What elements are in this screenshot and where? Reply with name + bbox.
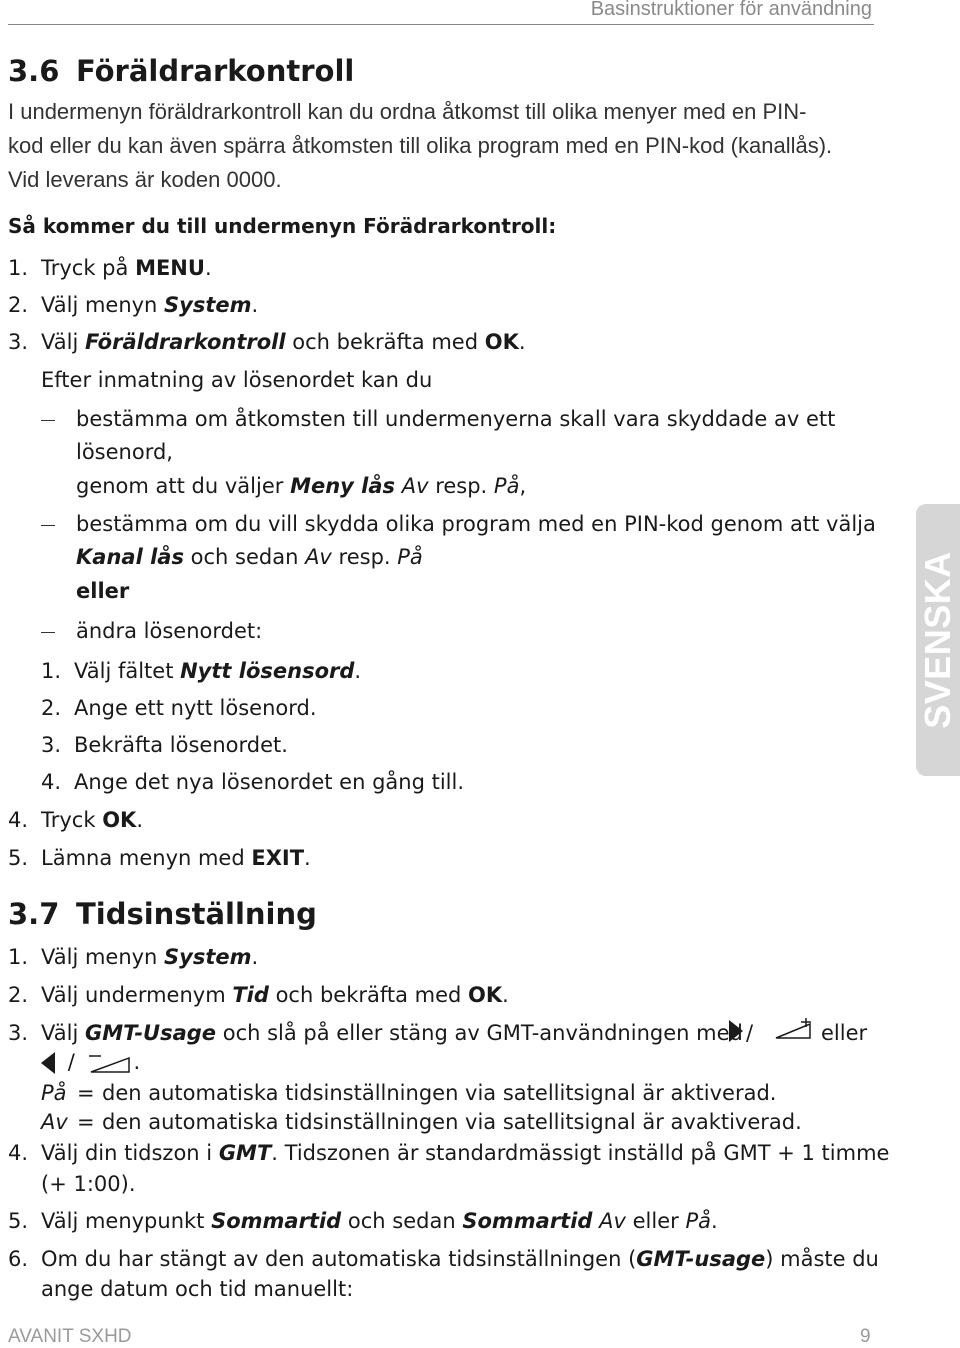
step-keyword: Tid [232, 983, 269, 1007]
step-punct: . [304, 846, 311, 870]
definition-term: På [41, 1081, 67, 1105]
step-4 [8, 808, 143, 832]
step-text: Välj menyn [41, 945, 165, 969]
section-heading-3-6 [8, 54, 354, 88]
step-number: 2. [8, 983, 29, 1007]
option-on: På [685, 1209, 711, 1233]
space [395, 474, 402, 498]
option-on: På [493, 474, 520, 498]
definition-pa [41, 1081, 776, 1105]
step-text: Om du har stängt av den automatiska tidsinställningen ( [41, 1247, 637, 1271]
time-step-4-line-2: (+ 1:00). [41, 1172, 136, 1196]
page-number: 9 [860, 1326, 871, 1347]
eller-word: eller [821, 1021, 868, 1045]
substep-2 [41, 696, 317, 720]
step-keyword: GMT [218, 1141, 272, 1165]
intro-line-1: I undermenyn föräldrarkontroll kan du ordna åtkomst till olika menyer med en PIN- [8, 99, 807, 124]
step-punct: . [502, 983, 509, 1007]
step-2 [8, 293, 258, 317]
step-keyword-2: Sommartid [462, 1209, 593, 1233]
option-off: Av [305, 545, 332, 569]
option-on: På [397, 545, 423, 569]
dash-item-3 [41, 619, 262, 643]
step-punct: . [354, 659, 362, 683]
step-number: 2. [8, 293, 29, 317]
section-title: Tidsinställning [76, 897, 317, 931]
dash-text: ändra lösenordet: [76, 619, 263, 643]
time-step-1 [8, 945, 258, 969]
step-number: 2. [41, 696, 62, 720]
right-arrow-icon [729, 1020, 743, 1042]
volume-up-icon [774, 1018, 814, 1042]
dash-item-2-line-2 [76, 545, 423, 569]
step-number: 1. [8, 256, 29, 280]
step-text-mid: och bekräfta med [268, 983, 469, 1007]
dash-item-1-line-2: lösenord, [76, 440, 173, 464]
step-keyword-2: OK [468, 983, 503, 1007]
step-keyword: Sommartid [211, 1209, 342, 1233]
step-keyword: Föräldrarkontroll [84, 330, 286, 354]
keyword: Kanal lås [76, 545, 184, 569]
step-number: 4. [41, 770, 62, 794]
step-number: 1. [8, 945, 29, 969]
step-keyword: MENU [135, 256, 205, 280]
step-text: Bekräfta lösenordet. [74, 733, 288, 757]
intro-line-2: kod eller du kan även spärra åtkomsten till olika program med en PIN-kod (kanallås). [8, 133, 833, 158]
step-punct: . [251, 293, 259, 317]
step-keyword-2: OK [484, 330, 519, 354]
step-keyword: Nytt lösensord [180, 659, 355, 683]
step-number: 6. [8, 1247, 29, 1271]
option-off: Av [401, 474, 429, 498]
dash-text: bestämma om du vill skydda olika program med en PIN-kod genom att välja [76, 512, 876, 536]
slash: / [746, 1021, 754, 1045]
definition-text: den automatiska tidsinställningen via satellitsignal är aktiverad. [102, 1081, 777, 1105]
step-number: 1. [41, 659, 62, 683]
punct: , [519, 474, 527, 498]
intro-line-3: Vid leverans är koden 0000. [8, 167, 282, 192]
step-text: Ange ett nytt lösenord. [74, 696, 317, 720]
time-step-2 [8, 983, 509, 1007]
step-text: Välj fältet [74, 659, 181, 683]
step-text-mid: och bekräfta med [285, 330, 485, 354]
text-mid-2: resp. [331, 545, 398, 569]
text-mid: resp. [428, 474, 494, 498]
step-3 [8, 330, 526, 354]
dash-bullet [41, 632, 55, 633]
step-5 [8, 846, 311, 870]
step-keyword: GMT-Usage [84, 1021, 217, 1045]
time-step-4 [8, 1141, 889, 1165]
header-rule [8, 24, 874, 25]
step-text: Välj undermenym [41, 983, 233, 1007]
step-keyword: System [164, 945, 252, 969]
after-password-text: Efter inmatning av lösenordet kan du [41, 368, 433, 392]
dash-item-2 [41, 512, 876, 536]
step-number: 5. [8, 846, 29, 870]
text: genom att du väljer [76, 474, 291, 498]
step-text: Lämna menyn med [41, 846, 252, 870]
step-punct: . [518, 330, 526, 354]
step-number: 4. [8, 808, 29, 832]
dash-bullet [41, 420, 55, 421]
footer-product-name: AVANIT SXHD [8, 1326, 132, 1347]
subheading: Så kommer du till undermenyn Förädrarkontroll: [8, 214, 557, 238]
step-keyword: System [164, 293, 252, 317]
step-text: Tryck [41, 808, 103, 832]
eller-text: eller [76, 579, 130, 603]
dash-text: bestämma om åtkomsten till undermenyerna skall vara skyddade av ett [76, 407, 836, 431]
section-number: 3.6 [8, 54, 60, 88]
time-step-6 [8, 1247, 879, 1271]
language-side-tab [916, 504, 960, 776]
step-keyword: EXIT [251, 846, 305, 870]
dash-item-1-line-3 [76, 474, 526, 498]
definition-av [41, 1110, 802, 1134]
step-text: Välj menypunkt [41, 1209, 212, 1233]
option-off: Av [599, 1209, 626, 1233]
volume-down-icon [89, 1052, 133, 1074]
step-number: 3. [8, 1021, 29, 1045]
step-number: 5. [8, 1209, 29, 1233]
step-text: Välj [41, 330, 85, 354]
step-punct: . [204, 256, 212, 280]
step-1 [8, 256, 212, 280]
section-title: Föräldrarkontroll [76, 54, 355, 88]
step-text: Välj menyn [41, 293, 165, 317]
step-text-mid: och slå på eller stäng av GMT-användningen med [216, 1021, 743, 1045]
step-punct: . [710, 1209, 718, 1233]
step-text-mid: ) måste du [765, 1247, 879, 1271]
running-header: Basinstruktioner för användning [590, 0, 872, 20]
step-text: Tryck på [41, 256, 136, 280]
text-mid-2: eller [625, 1209, 686, 1233]
time-step-5 [8, 1209, 718, 1233]
step-punct: . [136, 808, 143, 832]
substep-3 [41, 733, 288, 757]
section-number: 3.7 [8, 897, 60, 931]
text-mid: och sedan [183, 545, 306, 569]
step-text-mid: . Tidszonen är standardmässigt inställd på GMT + 1 timme [271, 1141, 890, 1165]
step-keyword: GMT-usage [636, 1247, 766, 1271]
definition-eq: = [77, 1110, 95, 1134]
step-number: 3. [41, 733, 62, 757]
definition-eq: = [77, 1081, 95, 1105]
substep-1 [41, 659, 361, 683]
time-step-3-line-2 [41, 1050, 140, 1076]
step-punct: . [251, 945, 259, 969]
step-text-mid: och sedan [341, 1209, 463, 1233]
time-step-3 [8, 1021, 743, 1045]
step-text: Ange det nya lösenordet en gång till. [74, 770, 464, 794]
language-label: SVENSKA [917, 551, 958, 729]
dash-item-1 [41, 407, 835, 431]
slash: / [67, 1050, 75, 1074]
step-keyword: OK [102, 808, 137, 832]
time-step-6-line-2: ange datum och tid manuellt: [41, 1277, 354, 1301]
left-arrow-icon [41, 1052, 55, 1074]
dash-bullet [41, 525, 55, 526]
step-punct: . [133, 1050, 141, 1074]
step-number: 3. [8, 330, 29, 354]
section-heading-3-7 [8, 897, 317, 931]
step-text: Välj din tidszon i [41, 1141, 219, 1165]
keyword: Meny lås [290, 474, 396, 498]
step-number: 4. [8, 1141, 29, 1165]
definition-term: Av [41, 1110, 68, 1134]
step-text: Välj [41, 1021, 85, 1045]
definition-text: den automatiska tidsinställningen via satellitsignal är avaktiverad. [102, 1110, 802, 1134]
substep-4 [41, 770, 464, 794]
